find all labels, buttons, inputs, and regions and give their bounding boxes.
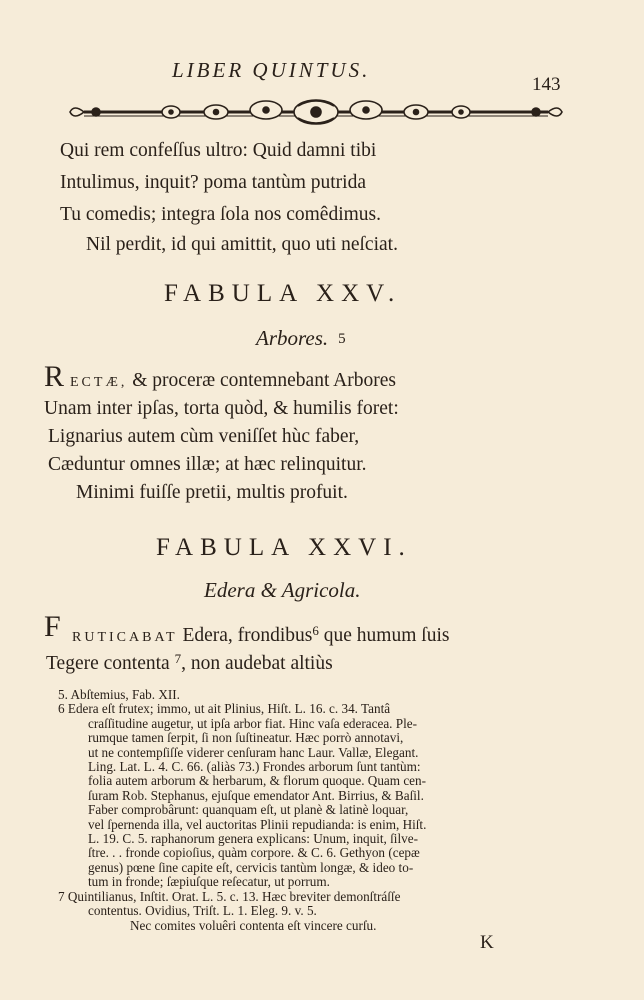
footnote-line: Nec comites voluêri contenta eſt vincere curſu. <box>130 918 377 933</box>
footnote-line: 6 Edera eſt frutex; immo, ut ait Plinius, Hiſt. L. 16. c. 34. Tantâ <box>58 702 391 717</box>
footnote-line: tum in fronde; ſæpiuſque reſecatur, ut porrum. <box>88 875 330 890</box>
first-line-text: & proceræ contemnebant Arbores <box>127 370 396 391</box>
first-line-end: que humum ſuis <box>318 625 450 646</box>
verse-line <box>72 620 449 649</box>
verse-line: Tu comedis; integra ſola nos comêdimus. <box>60 204 381 225</box>
signature-mark: K <box>480 932 494 953</box>
fabula-subtitle: Edera & Agricola. <box>204 578 361 602</box>
second-line-start: Tegere contenta <box>46 653 175 674</box>
footnote-ref: 6 <box>312 623 319 638</box>
ornament-rule <box>66 92 566 132</box>
fabula-title: FABULA XXV. <box>164 280 402 307</box>
footnote-line: 7 Quintilianus, Inſtit. Orat. L. 5. c. 13. Hæc breviter demonſtráſſe <box>58 889 401 904</box>
footnote-line: ut ne contempſiſſe viderer cenſuram hanc Laur. Vallæ, Elegant. <box>88 745 419 760</box>
footnote-line: 5. Abſtemius, Fab. XII. <box>58 688 180 702</box>
verse-line: Unam inter ipſas, torta quòd, & humilis foret: <box>44 398 399 419</box>
drop-cap: R <box>44 360 65 393</box>
footnote-line: Ling. Lat. L. 4. C. 66. (aliàs 73.) Frondes arborum ſunt tantùm: <box>88 760 421 775</box>
footnote-line: ſtre. . . fronde copioſius, quàm corpore. & C. 6. Gethyon (cepæ <box>88 846 420 861</box>
footnotes <box>58 688 578 933</box>
footnote-ref: 7 <box>174 651 182 666</box>
footnote-line: vel ſpernenda illa, vel auctoritas Plinii repudianda: is enim, Hiſt. <box>88 817 427 832</box>
first-line-text: Edera, frondibus <box>177 625 313 646</box>
verse-line <box>70 370 396 394</box>
footnote-line: L. 19. C. 5. raphanorum genera explicans: Unum, inquit, ſilve- <box>88 832 418 847</box>
footnote-line: Faber comprobârunt: quanquam eſt, ut planè & latinè loquar, <box>88 803 409 818</box>
footnote-ref: 5 <box>338 331 346 347</box>
running-header: LIBER QUINTUS. <box>172 58 371 82</box>
first-word-smallcaps: RUTICABAT <box>72 630 178 645</box>
footnote-line: genus) pœne ſine capite eſt, cervicis tantùm longæ, & ideo to- <box>88 860 414 875</box>
verse-line: Lignarius autem cùm veniſſet hùc faber, <box>48 426 360 447</box>
verse-line <box>46 648 333 675</box>
footnote-line: ſuram Rob. Stephanus, ejuſque emendator Ant. Birrius, & Baſil. <box>88 788 424 803</box>
verse-line: Cæduntur omnes illæ; at hæc relinquitur. <box>48 454 367 475</box>
page-number: 143 <box>532 74 561 95</box>
fabula-title: FABULA XXVI. <box>156 534 412 561</box>
footnote-line: rumque tamen ſerpit, ſi non ſuſtineatur. Hæc porrò annotavi, <box>88 731 404 746</box>
second-line-end: , non audebat altiùs <box>181 653 333 674</box>
fabula-subtitle <box>256 326 346 351</box>
drop-cap: F <box>44 610 61 643</box>
verse-line: Intulimus, inquit? poma tantùm putrida <box>60 172 367 193</box>
footnote-line: contentus. Ovidius, Triſt. L. 1. Eleg. 9. v. 5. <box>88 904 317 919</box>
verse-line: Nil perdit, id qui amittit, quo uti neſciat. <box>86 234 398 255</box>
footnote-line: folia autem arborum & herbarum, & florum quoque. Quam cen- <box>88 774 427 789</box>
verse-line: Minimi fuiſſe pretii, multis profuit. <box>76 482 348 503</box>
footnote-line: craſſitudine augetur, ut ipſa arbor fiat. Hinc vaſa ederacea. Ple- <box>88 716 418 731</box>
first-word-smallcaps: ECTÆ, <box>70 375 128 390</box>
fabula-subtitle-text: Arbores. <box>256 326 329 350</box>
verse-line: Qui rem confeſſus ultro: Quid damni tibi <box>60 140 377 161</box>
